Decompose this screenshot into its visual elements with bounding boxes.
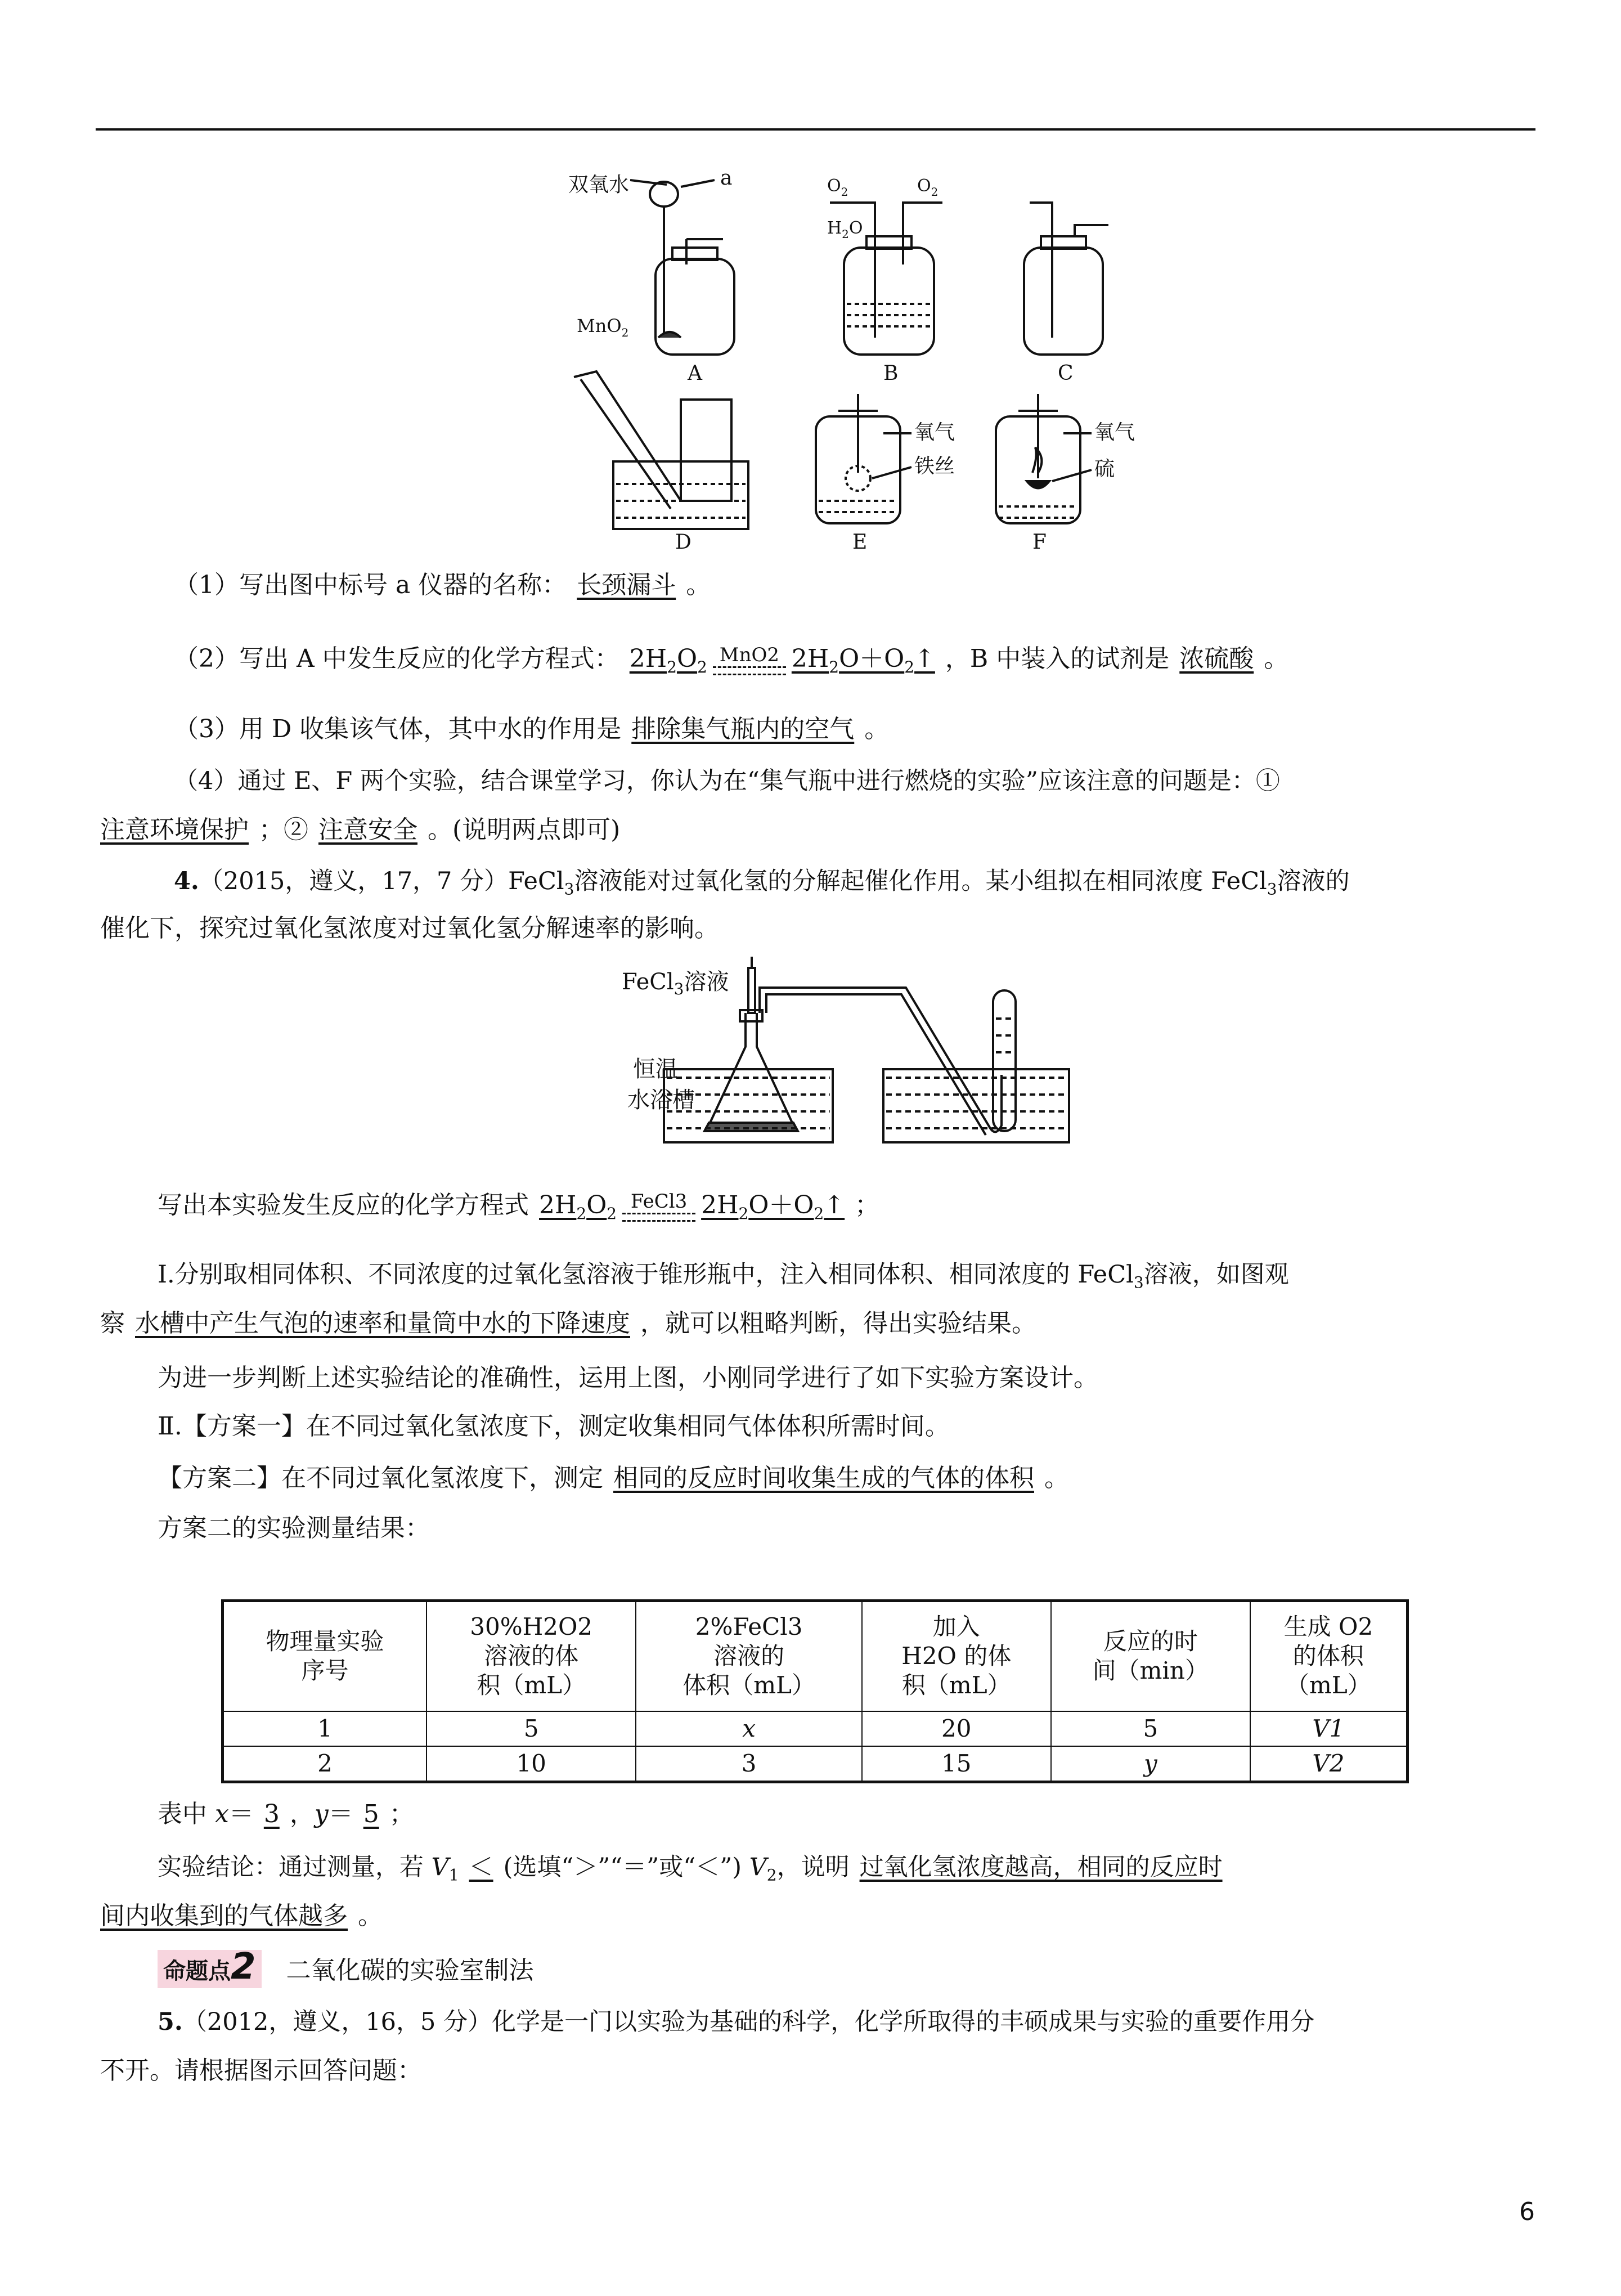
- results-table: [221, 1599, 1409, 1783]
- label-bath-2: 水浴槽: [627, 1087, 695, 1113]
- topic-heading: 命题点2 二氧化碳的实验室制法: [158, 1950, 534, 1988]
- header-cell: 反应的时 间（min）: [1051, 1601, 1250, 1711]
- q4-step1-line2: 察 水槽中产生气泡的速率和量筒中水的下降速度 ，就可以粗略判断，得出实验结果。: [100, 1309, 1036, 1338]
- label-hydrogen-peroxide: 双氧水: [568, 173, 630, 196]
- header-cell: 30%H2O2 溶液的体 积（mL）: [426, 1601, 636, 1711]
- label-sulfur: 硫: [1094, 458, 1115, 481]
- q4-xy-answers: 表中 x＝ 3 ，y＝ 5 ；: [158, 1800, 414, 1828]
- answer-reagent-b: 浓硫酸: [1179, 644, 1254, 673]
- label-o2-in: $O_2$: [827, 176, 848, 199]
- q4-conclusion: 实验结论：通过测量，若 $V_1$ ＜ (选填“＞”“＝”或“＜”) $V_2$，说明 过氧化氢浓度越高，相同的反应时: [158, 1853, 1223, 1885]
- label-o2-out: $O_2$: [917, 176, 939, 199]
- page-number: 6: [1519, 2198, 1535, 2226]
- label-F: F: [1032, 531, 1047, 551]
- label-E: E: [852, 531, 868, 551]
- label-bath-1: 恒温: [633, 1056, 678, 1082]
- apparatus-figure-a-f: [551, 169, 1159, 551]
- table-header-row: [223, 1601, 1408, 1711]
- label-B: B: [883, 362, 899, 385]
- header-cell: 2%FeCl3 溶液的 体积（mL）: [636, 1601, 861, 1711]
- q4-intro: 4.（2015，遵义，17，7 分）FeCl$_3$溶液能对过氧化氢的分解起催化作用。某小组拟在相同浓度 FeCl$_3$溶液的: [174, 867, 1350, 899]
- answer-plan2: 相同的反应时间收集生成的气体的体积: [613, 1464, 1034, 1492]
- label-A: A: [688, 362, 702, 385]
- table-row: 2 10 3 15 y V2: [223, 1746, 1408, 1782]
- q4-results-label: 方案二的实验测量结果：: [158, 1514, 430, 1542]
- label-D: D: [675, 531, 691, 551]
- q3-part3: （3）用 D 收集该气体，其中水的作用是 排除集气瓶内的空气 。: [174, 715, 890, 743]
- table-row: 1 5 x 20 5 V1: [223, 1711, 1408, 1746]
- header-cell: 物理量实验 序号: [223, 1601, 426, 1711]
- label-a: a: [720, 169, 733, 190]
- answer-observation: 水槽中产生气泡的速率和量筒中水的下降速度: [135, 1309, 630, 1338]
- label-C: C: [1058, 362, 1074, 385]
- q4-intro-line2: 催化下，探究过氧化氢浓度对过氧化氢分解速率的影响。: [100, 914, 719, 943]
- q4-step1: Ⅰ.分别取相同体积、不同浓度的过氧化氢溶液于锥形瓶中，注入相同体积、相同浓度的 FeCl$_3$溶液，如图观: [158, 1261, 1289, 1292]
- apparatus-e: [816, 394, 911, 523]
- topic-badge: 命题点2: [158, 1950, 262, 1988]
- q4-conclusion-line2: 间内收集到的气体越多 。: [100, 1902, 383, 1930]
- q3-part2: （2）写出 A 中发生反应的化学方程式： $2H_2O_2$ MnO2 $2H_2O+O_2↑$ ，B 中装入的试剂是 浓硫酸 。: [174, 643, 1289, 676]
- q4-step2: 为进一步判断上述实验结论的准确性，运用上图，小刚同学进行了如下实验方案设计。: [158, 1364, 1098, 1392]
- q3-part1: （1）写出图中标号 a 仪器的名称： 长颈漏斗 。: [174, 571, 711, 599]
- label-mno2: MnO$_2$: [577, 315, 629, 339]
- q3-part4: （4）通过 E、F 两个实验，结合课堂学习，你认为在“集气瓶中进行燃烧的实验”应该注意的问题是：①: [174, 767, 1280, 795]
- label-fecl3-solution: FeCl$_3$溶液: [622, 969, 729, 998]
- q5-line2: 不开。请根据图示回答问题：: [100, 2056, 422, 2085]
- q5-line1: 5.（2012，遵义，16，5 分）化学是一门以实验为基础的科学，化学所取得的丰硕成果与实验的重要作用分: [158, 2008, 1315, 2036]
- apparatus-a: [630, 180, 734, 355]
- answer-equation-a: $2H_2O_2$ MnO2 $2H_2O+O_2↑$: [629, 643, 935, 676]
- apparatus-d: [574, 371, 748, 529]
- q4-plan1: Ⅱ.【方案一】在不同过氧化氢浓度下，测定收集相同气体体积所需时间。: [158, 1412, 950, 1441]
- answer-equation-fecl3: $2H_2O_2$ FeCl3 $2H_2O+O_2↑$: [539, 1190, 845, 1223]
- reaction-condition-fecl3: FeCl3: [617, 1191, 701, 1223]
- answer-water-role: 排除集气瓶内的空气: [631, 715, 855, 743]
- q4-equation: 写出本实验发生反应的化学方程式 $2H_2O_2$ FeCl3 $2H_2O+O_2↑$ ；: [158, 1190, 880, 1223]
- label-iron-wire: 铁丝: [914, 455, 955, 478]
- q4-plan2: 【方案二】在不同过氧化氢浓度下，测定 相同的反应时间收集生成的气体的体积 。: [158, 1464, 1069, 1492]
- answer-instrument-name: 长颈漏斗: [577, 571, 676, 599]
- apparatus-f: [996, 394, 1092, 523]
- reaction-condition: MnO2: [707, 645, 792, 676]
- header-rule: [96, 128, 1535, 131]
- header-cell: 加入 H2O 的体 积（mL）: [862, 1601, 1051, 1711]
- label-oxygen-e: 氧气: [914, 421, 955, 444]
- apparatus-c: [1024, 203, 1108, 355]
- label-h2o: $H_2O$: [827, 218, 863, 241]
- q3-part4-answers: 注意环境保护 ；② 注意安全 。(说明两点即可): [100, 815, 621, 844]
- header-cell: 生成 O2 的体积 （mL）: [1250, 1601, 1408, 1711]
- apparatus-b: [830, 203, 942, 355]
- label-oxygen-f: 氧气: [1094, 421, 1135, 444]
